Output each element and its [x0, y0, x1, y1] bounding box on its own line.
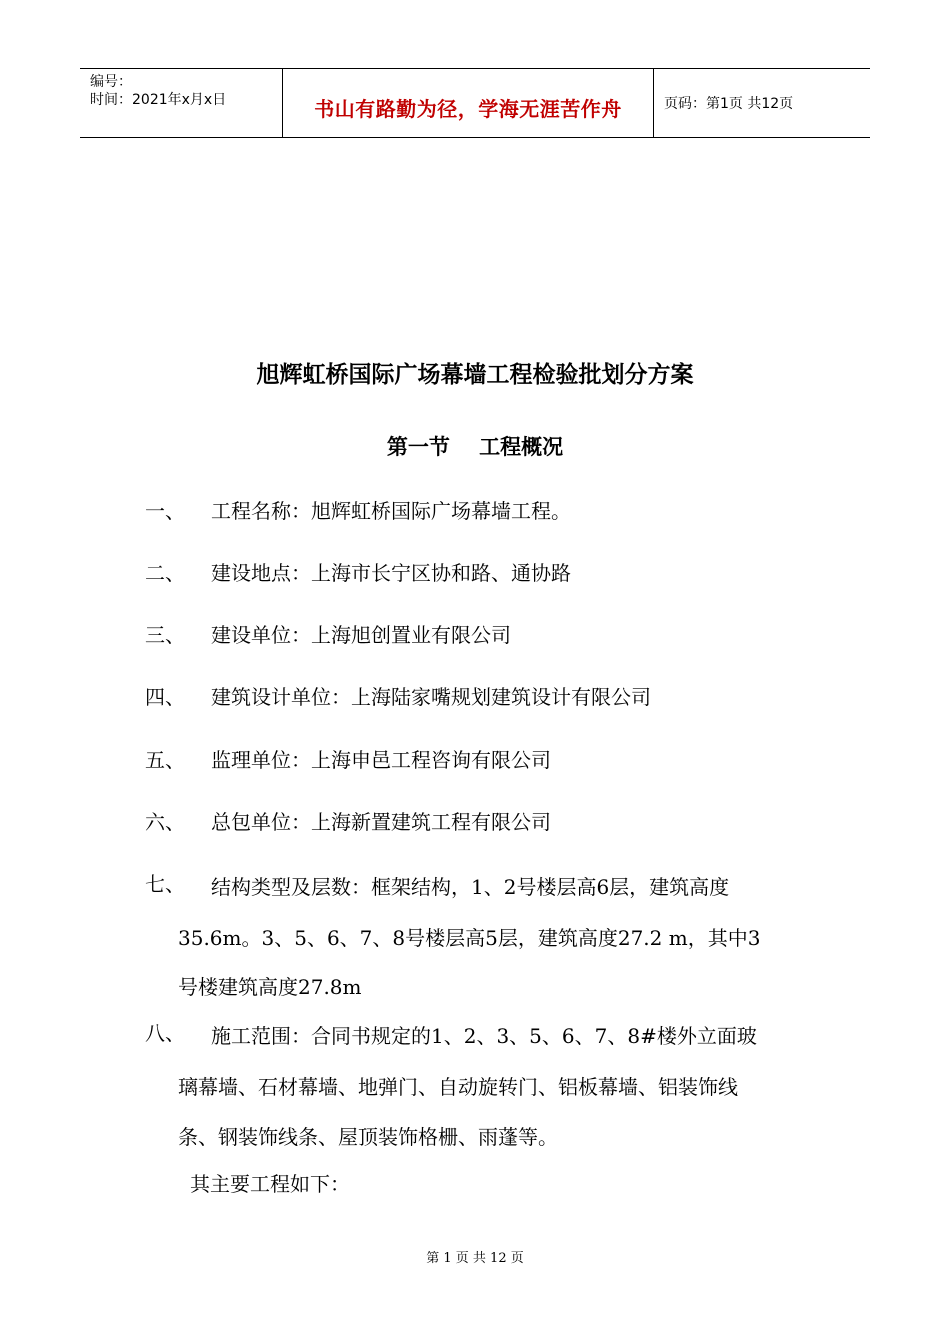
item-text-line: 号楼建筑高度27.8m [178, 975, 362, 999]
item-text-line: 璃幕墙、石材幕墙、地弹门、自动旋转门、铝板幕墙、铝装饰线 [178, 1075, 738, 1099]
list-item [145, 797, 825, 847]
item-text: 建设地点：上海市长宁区协和路、通协路 [211, 561, 571, 585]
serial-label: 编号： [90, 74, 132, 90]
item-number: 三、 [145, 623, 185, 647]
item-number: 七、 [145, 872, 185, 896]
item-text-line: 条、钢装饰线条、屋顶装饰格栅、雨蓬等。 [178, 1125, 558, 1149]
header-table [80, 68, 870, 138]
item-number: 一、 [145, 499, 185, 523]
item-number: 六、 [145, 810, 185, 834]
item-text-line: 施工范围：合同书规定的1、2、3、5、6、7、8#楼外立面玻 [211, 1024, 757, 1048]
header-page-info: 页码：第1页 共12页 [664, 96, 794, 112]
section-title: 第一节 工程概况 [386, 435, 564, 459]
main-works-heading: 其主要工程如下： [190, 1172, 350, 1196]
item-text-line: 结构类型及层数：框架结构，1、2号楼层高6层，建筑高度 [211, 875, 730, 899]
header-right-cell [654, 69, 870, 137]
header-motto-cell [282, 69, 654, 137]
item-text: 总包单位：上海新置建筑工程有限公司 [211, 810, 551, 834]
page-footer: 第 1 页 共 12 页 [426, 1251, 524, 1266]
list-item [145, 735, 825, 785]
list-item [145, 486, 825, 536]
item-text: 监理单位：上海申邑工程咨询有限公司 [211, 748, 551, 772]
time-label: 时间：2021年x月x日 [90, 92, 227, 108]
list-item [145, 672, 825, 722]
list-item [145, 610, 825, 660]
list-item [145, 548, 825, 598]
item-number: 五、 [145, 748, 185, 772]
item-number: 四、 [145, 685, 185, 709]
item-number: 二、 [145, 561, 185, 585]
document-title: 旭辉虹桥国际广场幕墙工程检验批划分方案 [256, 362, 694, 388]
item-text: 工程名称：旭辉虹桥国际广场幕墙工程。 [211, 499, 571, 523]
item-text: 建设单位：上海旭创置业有限公司 [211, 623, 511, 647]
header-left-cell [80, 69, 282, 137]
item-text-line: 35.6m。3、5、6、7、8号楼层高5层，建筑高度27.2 m，其中3 [178, 926, 761, 950]
item-number: 八、 [145, 1021, 185, 1045]
motto-text: 书山有路勤为径，学海无涯苦作舟 [314, 97, 622, 121]
item-text: 建筑设计单位：上海陆家嘴规划建筑设计有限公司 [211, 685, 651, 709]
